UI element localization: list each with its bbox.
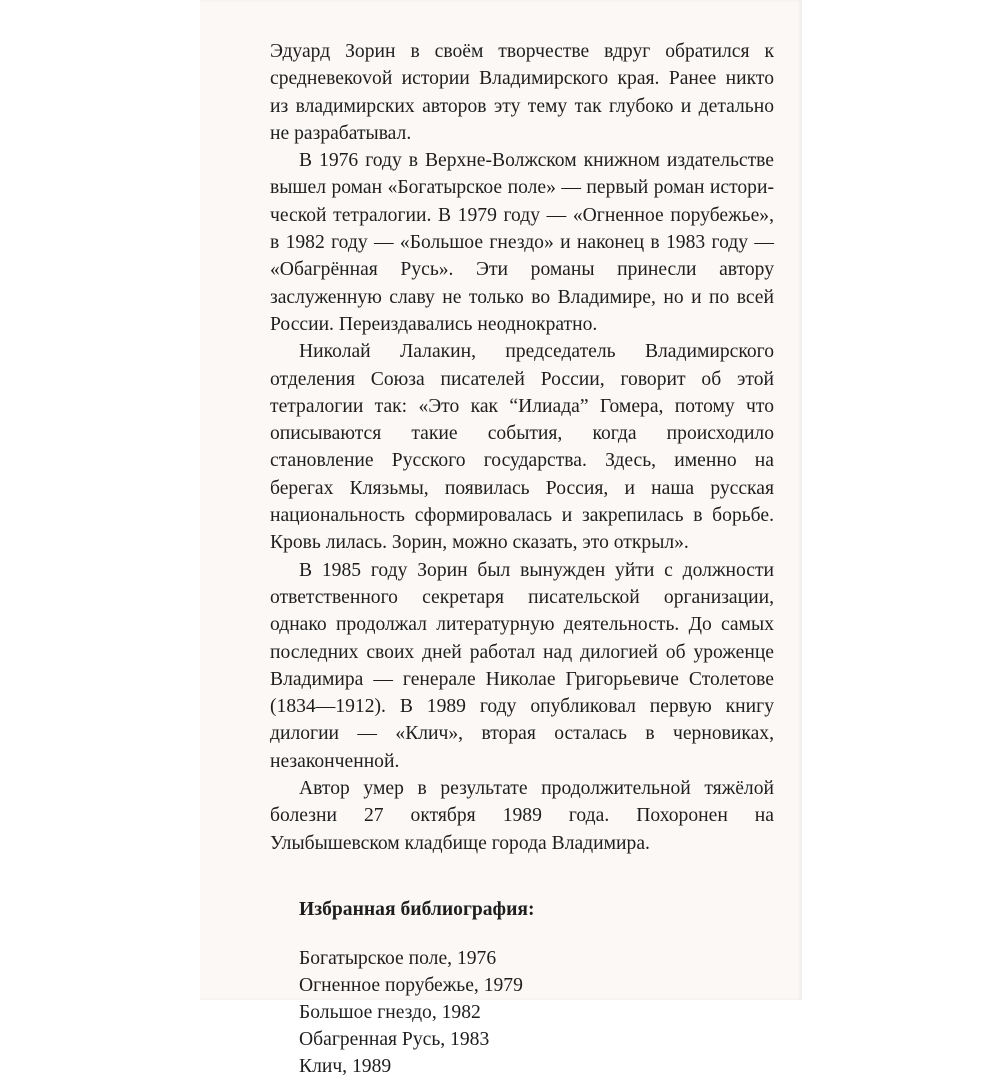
paragraph-5: Автор умер в результате продолжительной тяжёлой болезни 27 октября 1989 года. Похоронен на Улыбышевском кладбище города Владимира. (270, 778, 774, 854)
bibliography-item: Богатырское поле, 1976 (299, 948, 497, 970)
paragraph-4: В 1985 году Зорин был вынужден уйти с должности ответственного секретаря писательской организации, однако продолжал литературную деятельность. До самых последних своих дней работал над дилогией об уроженце Владимира — генерале Николае Григорьевиче Столетове (1834—1912). В 1989 году опубликовал первую книгу дилогии — «Клич», вторая осталась в черновиках, незаконченной. (270, 559, 774, 772)
book-page (200, 0, 802, 1078)
page-body (270, 38, 774, 1080)
paragraph-3: Николай Лалакин, председатель Владимирского отделения Союза писателей России, говорит об этой тетралогии так: «Это как “Илиада” Гомера, потому что описываются такие события, когда происходило становление Русского государства. Здесь, именно на берегах Клязьмы, появилась Россия, и наша русская национальность сформировалась и закрепилась в борьбе. Кровь лилась. Зорин, можно сказать, это открыл». (270, 341, 774, 554)
bibliography-item: Огненное порубежье, 1979 (299, 975, 523, 997)
bibliography-list (270, 945, 774, 1080)
bibliography-item: Обагренная Русь, 1983 (299, 1029, 490, 1051)
paragraph-1: Эдуард Зорин в своём творчестве вдруг обратился к средневекоvой истории Владимирского края. Ранее никто из владимирских авторов эту тему так глубоко и детально не разрабатывал. (270, 41, 774, 144)
bibliography-title: Избранная библиография: (299, 898, 535, 920)
paragraph-2: В 1976 году в Верхне-Волжском книжном издательстве вышел роман «Богатырское поле» — первый роман исторической тетралогии. В 1979 году — «Огненное порубежье», в 1982 году — «Большое гнездо» и наконец в 1983 году — «Обагрённая Русь». Эти романы принесли автору заслуженную славу не только во Владимире, но и по всей России. Переиздавались неоднократно. (270, 150, 774, 335)
bibliography-item: Клич, 1989 (299, 1056, 392, 1078)
bibliography-item: Большое гнездо, 1982 (299, 1002, 481, 1024)
